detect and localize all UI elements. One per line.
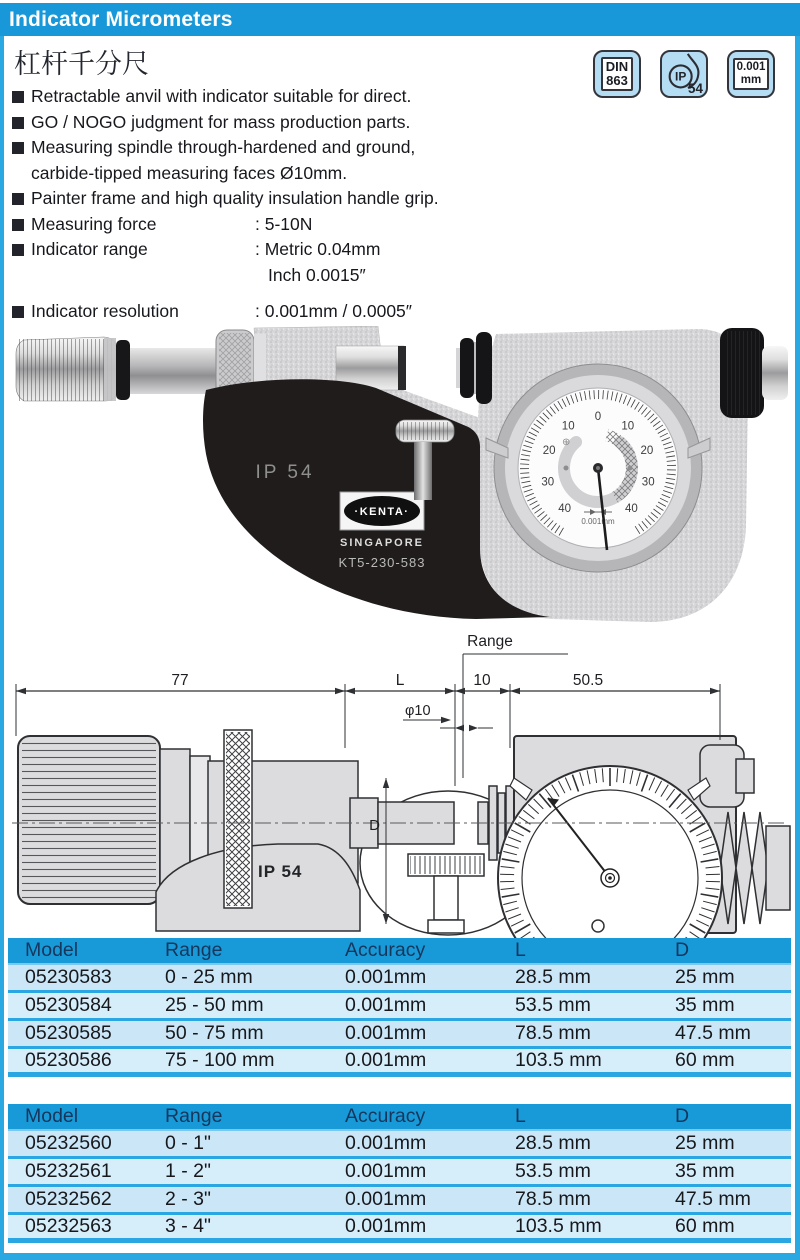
resolution-label bbox=[733, 58, 770, 90]
column-header: Accuracy bbox=[345, 1104, 515, 1131]
drawing-ip-rating: IP 54 bbox=[258, 862, 303, 881]
table-cell: 35 mm bbox=[675, 1159, 791, 1187]
table-cell: 0.001mm bbox=[345, 1187, 515, 1215]
table-cell: 0 - 1" bbox=[165, 1131, 345, 1159]
thimble-shaft bbox=[130, 348, 226, 394]
table-row bbox=[8, 1187, 791, 1215]
table-cell: 2 - 3" bbox=[165, 1187, 345, 1215]
table-row bbox=[8, 1049, 791, 1077]
drawing-body bbox=[18, 730, 790, 938]
spec-row bbox=[12, 299, 597, 325]
table-cell: 05232560 bbox=[8, 1131, 165, 1159]
table-cell: 53.5 mm bbox=[515, 993, 675, 1021]
column-header: L bbox=[515, 938, 675, 965]
spec-table-metric bbox=[8, 938, 791, 1077]
feature-list bbox=[12, 84, 597, 325]
feature-text: Painter frame and high quality insulation handle grip. bbox=[31, 188, 439, 208]
table-cell: 47.5 mm bbox=[675, 1187, 791, 1215]
label-10: 10 bbox=[473, 672, 491, 689]
spec-label: Measuring force bbox=[31, 213, 157, 234]
table-cell: 0.001mm bbox=[345, 1159, 515, 1187]
din-number: 863 bbox=[606, 73, 628, 88]
feature-item bbox=[12, 186, 597, 212]
din-863-label bbox=[601, 57, 633, 91]
badge-din-863 bbox=[593, 50, 641, 98]
table-cell: 28.5 mm bbox=[515, 965, 675, 993]
table-cell: 0 - 25 mm bbox=[165, 965, 345, 993]
brand-name: ·KENTA· bbox=[354, 506, 410, 518]
table-cell: 25 - 50 mm bbox=[165, 993, 345, 1021]
spec-value: Inch 0.0015″ bbox=[268, 264, 366, 285]
anvil-assembly bbox=[456, 332, 492, 404]
table-row bbox=[8, 993, 791, 1021]
table-cell: 60 mm bbox=[675, 1049, 791, 1077]
table-cell: 75 - 100 mm bbox=[165, 1049, 345, 1077]
bullet-square-icon bbox=[12, 244, 24, 256]
ip-number: 54 bbox=[688, 81, 703, 97]
spec-label: Indicator range bbox=[31, 239, 148, 259]
table-cell: 47.5 mm bbox=[675, 1021, 791, 1049]
column-header: Model bbox=[8, 1104, 165, 1131]
badge-ip-54 bbox=[660, 50, 708, 98]
column-header: Model bbox=[8, 938, 165, 965]
feature-item bbox=[12, 84, 597, 110]
svg-text:10: 10 bbox=[561, 420, 575, 433]
badge-group bbox=[593, 50, 775, 98]
table-cell: 78.5 mm bbox=[515, 1021, 675, 1049]
chinese-title: 杠杆千分尺 bbox=[14, 49, 149, 79]
brand-logo bbox=[340, 492, 424, 530]
spec-label: Indicator resolution bbox=[31, 301, 179, 321]
ratchet-handle bbox=[16, 337, 116, 401]
drawing-spindle bbox=[378, 802, 454, 844]
column-header: D bbox=[675, 1104, 791, 1131]
label-range: Range bbox=[467, 633, 513, 650]
feature-item-continuation bbox=[12, 161, 597, 187]
page-border-bottom bbox=[0, 1253, 800, 1260]
column-header: Range bbox=[165, 1104, 345, 1131]
table-cell: 05230583 bbox=[8, 965, 165, 993]
table-cell: 05230586 bbox=[8, 1049, 165, 1077]
table-cell: 0.001mm bbox=[345, 993, 515, 1021]
ratchet-stop bbox=[720, 328, 788, 418]
table-cell: 1 - 2" bbox=[165, 1159, 345, 1187]
dial-unit-label: 0.001mm bbox=[581, 517, 615, 526]
label-D: D bbox=[369, 817, 380, 834]
din-text: DIN bbox=[605, 59, 629, 74]
table-row bbox=[8, 1159, 791, 1187]
table-cell: 05232563 bbox=[8, 1215, 165, 1243]
feature-text: GO / NOGO judgment for mass production parts. bbox=[31, 111, 411, 132]
svg-text:30: 30 bbox=[541, 476, 555, 489]
table-cell: 103.5 mm bbox=[515, 1049, 675, 1077]
table-cell: 05230585 bbox=[8, 1021, 165, 1049]
photo-ip-rating: IP 54 bbox=[255, 462, 315, 483]
table-row bbox=[8, 1215, 791, 1243]
column-header: Range bbox=[165, 938, 345, 965]
bullet-square-icon bbox=[12, 142, 24, 154]
ip-droplet-icon bbox=[662, 51, 706, 97]
table-cell: 05232561 bbox=[8, 1159, 165, 1187]
table-cell: 0.001mm bbox=[345, 1049, 515, 1077]
spec-row-continuation bbox=[12, 263, 597, 289]
spec-table-inch bbox=[8, 1104, 791, 1243]
spec-value: : 5-10N bbox=[255, 213, 313, 234]
svg-text:20: 20 bbox=[542, 445, 556, 458]
table-cell: 05232562 bbox=[8, 1187, 165, 1215]
spec-row bbox=[12, 237, 597, 263]
label-50-5: 50.5 bbox=[572, 672, 604, 689]
table-cell: 35 mm bbox=[675, 993, 791, 1021]
column-header: Accuracy bbox=[345, 938, 515, 965]
bullet-square-icon bbox=[12, 193, 24, 205]
feature-item bbox=[12, 110, 597, 136]
table-cell: 50 - 75 mm bbox=[165, 1021, 345, 1049]
spec-value: : 0.001mm / 0.0005″ bbox=[255, 301, 412, 321]
table-row bbox=[8, 965, 791, 993]
column-header: D bbox=[675, 938, 791, 965]
technical-drawing bbox=[8, 628, 792, 938]
drawing-ratchet-cap bbox=[766, 826, 790, 910]
ip-text: IP bbox=[675, 69, 687, 84]
svg-text:40: 40 bbox=[558, 502, 571, 515]
feature-text: Measuring spindle through-hardened and ground, bbox=[31, 137, 416, 157]
table-cell: 103.5 mm bbox=[515, 1215, 675, 1243]
feature-text: carbide-tipped measuring faces Ø10mm. bbox=[31, 162, 348, 183]
table-cell: 0.001mm bbox=[345, 965, 515, 993]
handle-ring bbox=[116, 340, 130, 400]
spec-value: : Metric 0.04mm bbox=[255, 239, 381, 259]
bullet-square-icon bbox=[12, 219, 24, 231]
table-header-row bbox=[8, 938, 791, 965]
brand-origin: SINGAPORE bbox=[339, 537, 425, 549]
table-header-row bbox=[8, 1104, 791, 1131]
page-title: Indicator Micrometers bbox=[9, 7, 233, 31]
svg-text:10: 10 bbox=[621, 420, 635, 433]
badge-resolution bbox=[727, 50, 775, 98]
table-cell: 0.001mm bbox=[345, 1131, 515, 1159]
page-border-left bbox=[0, 36, 4, 1260]
label-phi10: φ10 bbox=[405, 703, 431, 719]
table-cell: 60 mm bbox=[675, 1215, 791, 1243]
resolution-unit: mm bbox=[740, 74, 762, 86]
label-77: 77 bbox=[171, 672, 189, 689]
spec-row bbox=[12, 212, 597, 238]
bullet-square-icon bbox=[12, 91, 24, 103]
product-photo bbox=[10, 326, 790, 628]
table-cell: 05230584 bbox=[8, 993, 165, 1021]
bullet-square-icon bbox=[12, 117, 24, 129]
svg-text:20: 20 bbox=[640, 445, 654, 458]
model-code: KT5-230-583 bbox=[338, 555, 426, 570]
table-cell: 25 mm bbox=[675, 965, 791, 993]
table-cell: 53.5 mm bbox=[515, 1159, 675, 1187]
table-cell: 0.001mm bbox=[345, 1021, 515, 1049]
table-cell: 3 - 4" bbox=[165, 1215, 345, 1243]
label-L: L bbox=[395, 672, 405, 689]
table-row bbox=[8, 1021, 791, 1049]
table-cell: 25 mm bbox=[675, 1131, 791, 1159]
bullet-square-icon bbox=[12, 306, 24, 318]
table-cell: 0.001mm bbox=[345, 1215, 515, 1243]
table-cell: 78.5 mm bbox=[515, 1187, 675, 1215]
feature-item bbox=[12, 135, 597, 161]
page-border-right bbox=[795, 36, 800, 1260]
feature-text: Retractable anvil with indicator suitable for direct. bbox=[31, 86, 412, 106]
table-cell: 28.5 mm bbox=[515, 1131, 675, 1159]
svg-text:30: 30 bbox=[641, 476, 655, 489]
dial-plus-mark: ⊕ bbox=[562, 437, 571, 448]
column-header: L bbox=[515, 1104, 675, 1131]
page-header bbox=[0, 3, 800, 36]
svg-text:0: 0 bbox=[594, 411, 602, 423]
resolution-value: 0.001 bbox=[736, 61, 766, 73]
svg-text:40: 40 bbox=[625, 502, 638, 515]
table-row bbox=[8, 1131, 791, 1159]
